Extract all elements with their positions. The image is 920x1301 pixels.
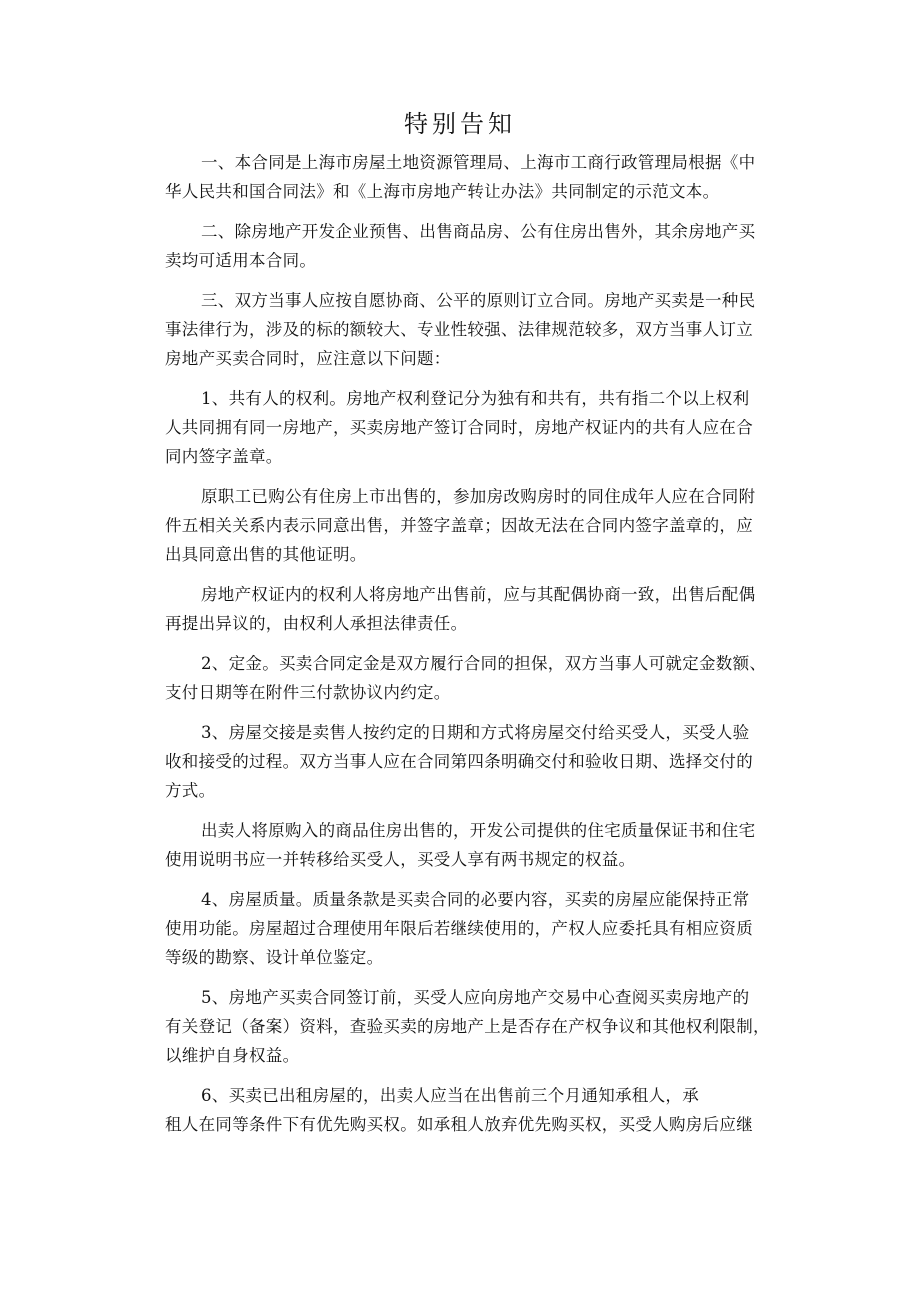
- paragraph-line: 华人民共和国合同法》和《上海市房地产转让办法》共同制定的示范文本。: [165, 182, 720, 201]
- paragraph-line: 4、房屋质量。质量条款是买卖合同的必要内容，买卖的房屋应能保持正常: [201, 890, 750, 909]
- document-body: [165, 148, 770, 1150]
- paragraph-line: 2、定金。买卖合同定金是双方履行合同的担保，双方当事人可就定金数额、: [201, 654, 767, 673]
- paragraph-1: [165, 148, 762, 206]
- paragraph-line: 方式。: [165, 781, 216, 800]
- paragraph-line: 使用功能。房屋超过合理使用年限后若继续使用的，产权人应委托具有相应资质: [165, 919, 753, 938]
- paragraph-line: 3、房屋交接是卖售人按约定的日期和方式将房屋交付给买受人，买受人验: [201, 723, 750, 742]
- paragraph-line: 一、本合同是上海市房屋土地资源管理局、上海市工商行政管理局根据《中: [201, 153, 756, 172]
- paragraph-line: 收和接受的过程。双方当事人应在合同第四条明确交付和验收日期、选择交付的: [165, 752, 753, 771]
- paragraph-line: 再提出异议的，由权利人承担法律责任。: [165, 614, 468, 633]
- paragraph-line: 房地产权证内的权利人将房地产出售前，应与其配偶协商一致，出售后配偶: [201, 585, 756, 604]
- paragraph-12: [165, 1081, 762, 1139]
- paragraph-3: [165, 286, 762, 373]
- paragraph-10: [165, 885, 762, 972]
- paragraph-8: [165, 718, 762, 805]
- paragraph-line: 等级的勘察、设计单位鉴定。: [165, 948, 384, 967]
- paragraph-line: 事法律行为，涉及的标的额较大、专业性较强、法律规范较多，双方当事人订立: [165, 320, 753, 339]
- paragraph-4: [165, 384, 762, 471]
- paragraph-line: 租人在同等条件下有优先购买权。如承租人放弃优先购买权，买受人购房后应继: [165, 1115, 753, 1134]
- paragraph-line: 5、房地产买卖合同签订前，买受人应向房地产交易中心查阅买卖房地产的: [201, 988, 750, 1007]
- paragraph-11: [165, 983, 770, 1070]
- paragraph-line: 以维护自身权益。: [165, 1046, 300, 1065]
- paragraph-line: 出卖人将原购入的商品住房出售的，开发公司提供的住宅质量保证书和住宅: [201, 821, 756, 840]
- paragraph-line: 人共同拥有同一房地产，买卖房地产签订合同时，房地产权证内的共有人应在合: [165, 418, 753, 437]
- paragraph-9: [165, 816, 762, 874]
- paragraph-line: 6、买卖已出租房屋的，出卖人应当在出售前三个月通知承租人，承: [201, 1086, 699, 1105]
- paragraph-7: [165, 649, 767, 707]
- paragraph-line: 同内签字盖章。: [165, 447, 283, 466]
- paragraph-line: 件五相关关系内表示同意出售，并签字盖章；因故无法在合同内签字盖章的，应: [165, 516, 753, 535]
- paragraph-line: 二、除房地产开发企业预售、出售商品房、公有住房出售外，其余房地产买: [201, 222, 756, 241]
- paragraph-line: 卖均可适用本合同。: [165, 251, 317, 270]
- paragraph-line: 原职工已购公有住房上市出售的，参加房改购房时的同住成年人应在合同附: [201, 487, 756, 506]
- paragraph-line: 支付日期等在附件三付款协议内约定。: [165, 683, 451, 702]
- paragraph-5: [165, 482, 762, 569]
- paragraph-2: [165, 217, 762, 275]
- paragraph-line: 有关登记（备案）资料，查验买卖的房地产上是否存在产权争议和其他权利限制，: [165, 1017, 770, 1036]
- paragraph-6: [165, 580, 762, 638]
- paragraph-line: 三、双方当事人应按自愿协商、公平的原则订立合同。房地产买卖是一种民: [201, 291, 756, 310]
- paragraph-line: 出具同意出售的其他证明。: [165, 545, 367, 564]
- paragraph-line: 1、共有人的权利。房地产权利登记分为独有和共有，共有指二个以上权利: [201, 389, 750, 408]
- paragraph-line: 房地产买卖合同时，应注意以下问题：: [165, 349, 451, 368]
- document-title: 特别告知: [404, 110, 516, 138]
- paragraph-line: 使用说明书应一并转移给买受人，买受人享有两书规定的权益。: [165, 850, 636, 869]
